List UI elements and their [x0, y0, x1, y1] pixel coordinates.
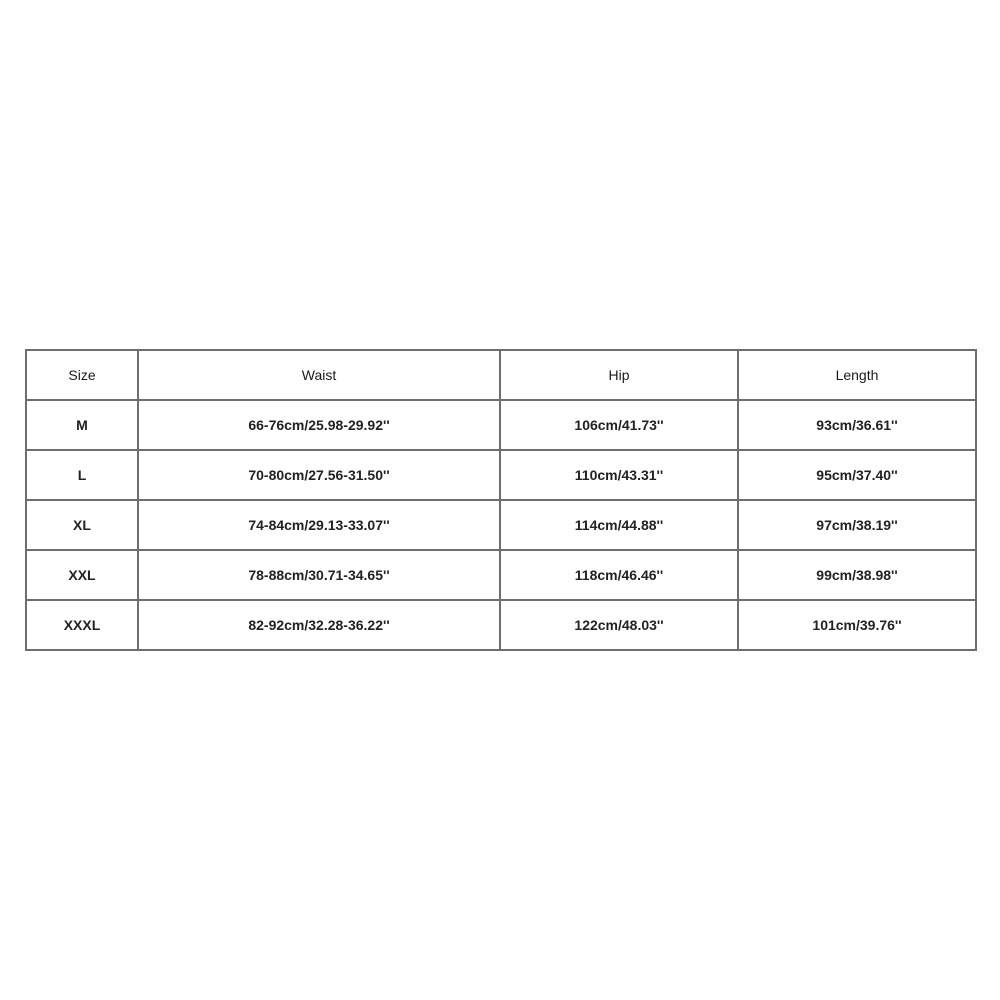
size-cell: XL: [26, 500, 138, 550]
header-hip: Hip: [500, 350, 738, 400]
length-cell: 95cm/37.40'': [738, 450, 976, 500]
length-cell: 93cm/36.61'': [738, 400, 976, 450]
waist-cell: 78-88cm/30.71-34.65'': [138, 550, 500, 600]
table-header-row: [26, 350, 976, 400]
length-cell: 97cm/38.19'': [738, 500, 976, 550]
table-row: [26, 550, 976, 600]
size-chart-table: [25, 349, 977, 651]
size-cell: XXL: [26, 550, 138, 600]
header-length: Length: [738, 350, 976, 400]
hip-cell: 110cm/43.31'': [500, 450, 738, 500]
table-row: [26, 600, 976, 650]
hip-cell: 106cm/41.73'': [500, 400, 738, 450]
waist-cell: 82-92cm/32.28-36.22'': [138, 600, 500, 650]
table-row: [26, 450, 976, 500]
waist-cell: 74-84cm/29.13-33.07'': [138, 500, 500, 550]
hip-cell: 122cm/48.03'': [500, 600, 738, 650]
size-cell: M: [26, 400, 138, 450]
waist-cell: 66-76cm/25.98-29.92'': [138, 400, 500, 450]
size-cell: L: [26, 450, 138, 500]
size-cell: XXXL: [26, 600, 138, 650]
length-cell: 99cm/38.98'': [738, 550, 976, 600]
waist-cell: 70-80cm/27.56-31.50'': [138, 450, 500, 500]
hip-cell: 118cm/46.46'': [500, 550, 738, 600]
hip-cell: 114cm/44.88'': [500, 500, 738, 550]
header-size: Size: [26, 350, 138, 400]
table-row: [26, 400, 976, 450]
header-waist: Waist: [138, 350, 500, 400]
table-row: [26, 500, 976, 550]
length-cell: 101cm/39.76'': [738, 600, 976, 650]
